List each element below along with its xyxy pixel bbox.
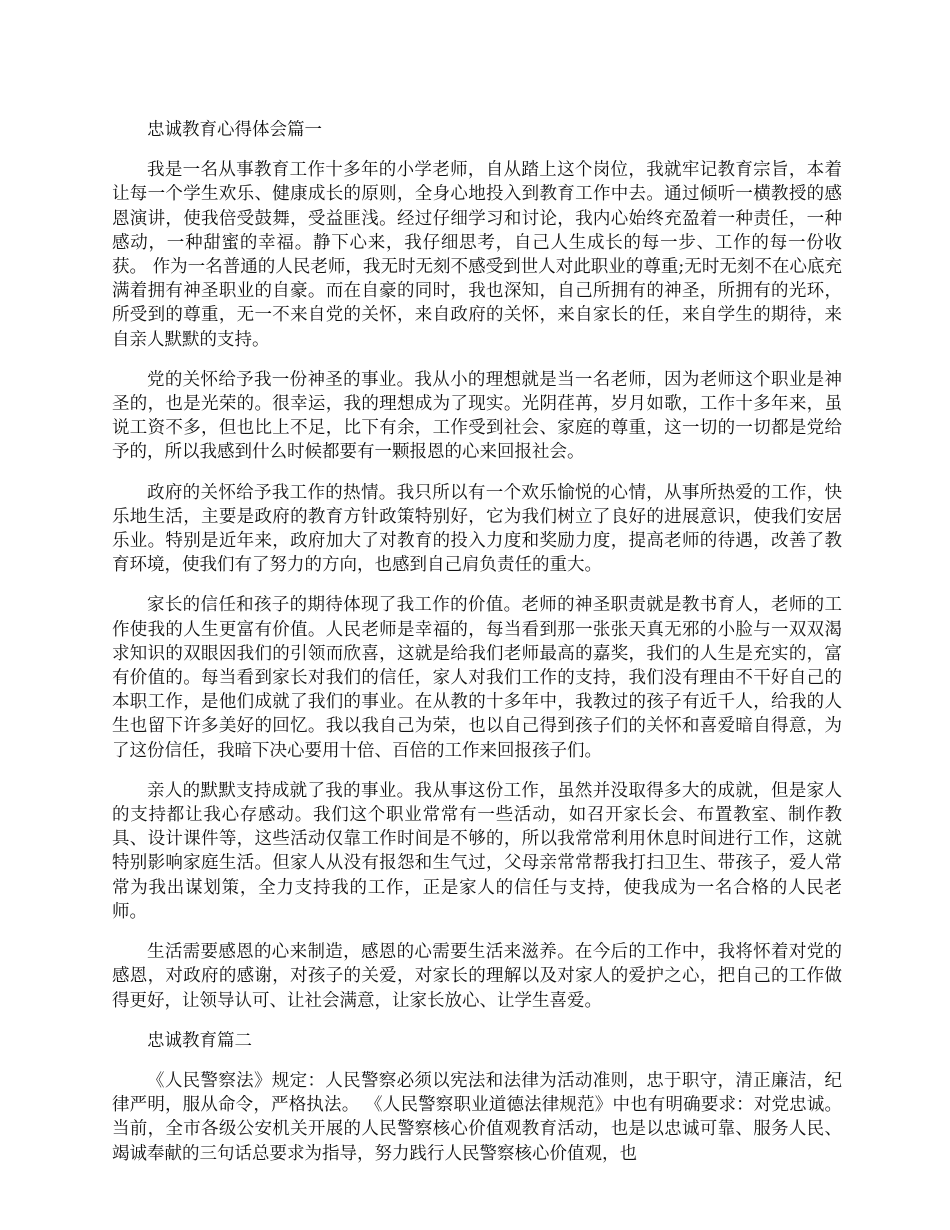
section-1-paragraph-6: 生活需要感恩的心来制造，感恩的心需要生活来滋养。在今后的工作中，我将怀着对党的感恩，对政府的感谢，对孩子的关爱，对家长的理解以及对家人的爱护之心，把自己的工作做得更好，让领导认可、让社会满意，让家长放心、让学生喜爱。 (112, 942, 842, 1011)
section-1-paragraph-3: 政府的关怀给予我工作的热情。我只所以有一个欢乐愉悦的心情，从事所热爱的工作，快乐地生活，主要是政府的教育方针政策特别好，它为我们树立了良好的进展意识，使我们安居乐业。特别是近年来，政府加大了对教育的投入力度和奖励力度，提高老师的待遇，改善了教育环境，使我们有了努力的方向，也感到自己肩负责任的重大。 (112, 482, 842, 576)
section-2-heading: 忠诚教育篇二 (147, 1030, 252, 1051)
section-2-paragraph-1: 《人民警察法》规定：人民警察必须以宪法和法律为活动准则，忠于职守，清正廉洁，纪律严明，服从命令，严格执法。 《人民警察职业道德法律规范》中也有明确要求：对党忠诚。当前，全市各级公安机关开展的人民警察核心价值观教育活动，也是以忠诚可靠、服务人民、竭诚奉献的三句话总要求为指导，努力践行人民警察核心价值观，也 (112, 1070, 842, 1164)
section-1-paragraph-1: 我是一名从事教育工作十多年的小学老师，自从踏上这个岗位，我就牢记教育宗旨，本着让每一个学生欢乐、健康成长的原则，全身心地投入到教育工作中去。通过倾听一横教授的感恩演讲，使我倍受鼓舞，受益匪浅。经过仔细学习和讨论，我内心始终充盈着一种责任，一种感动，一种甜蜜的幸福。静下心来，我仔细思考，自己人生成长的每一步、工作的每一份收获。 作为一名普通的人民老师，我无时无刻不感受到世人对此职业的尊重;无时无刻不在心底充满着拥有神圣职业的自豪。而在自豪的同时，我也深知，自己所拥有的神圣，所拥有的光环，所受到的尊重，无一不来自党的关怀，来自政府的关怀，来自家长的任，来自学生的期待，来自亲人默默的支持。 (112, 160, 842, 350)
section-1-paragraph-4: 家长的信任和孩子的期待体现了我工作的价值。老师的神圣职责就是教书育人，老师的工作使我的人生更富有价值。人民老师是幸福的，每当看到那一张张天真无邪的小脸与一双双渴求知识的双眼因我们的引领而欣喜，这就是给我们老师最高的嘉奖，我们的人生是充实的，富有价值的。每当看到家长对我们的信任，家人对我们工作的支持，我们没有理由不干好自己的本职工作，是他们成就了我们的事业。在从教的十多年中，我教过的孩子有近千人，给我的人生也留下许多美好的回忆。我以我自己为荣，也以自己得到孩子们的关怀和喜爱暗自得意，为了这份信任，我暗下决心要用十倍、百倍的工作来回报孩子们。 (112, 595, 842, 761)
document-body (112, 118, 842, 1182)
section-1-heading: 忠诚教育心得体会篇一 (147, 120, 322, 140)
section-1-paragraph-2: 党的关怀给予我一份神圣的事业。我从小的理想就是当一名老师，因为老师这个职业是神圣的，也是光荣的。很幸运，我的理想成为了现实。光阴荏苒，岁月如歌，工作十多年来，虽说工资不多，但也比上不足，比下有余，工作受到社会、家庭的尊重，这一切的一切都是党给予的，所以我感到什么时候都要有一颗报恩的心来回报社会。 (112, 369, 842, 463)
section-1-paragraph-5: 亲人的默默支持成就了我的事业。我从事这份工作，虽然并没取得多大的成就，但是家人的支持都让我心存感动。我们这个职业常常有一些活动，如召开家长会、布置教室、制作教具、设计课件等，这些活动仅靠工作时间是不够的，所以我常常利用休息时间进行工作，这就特别影响家庭生活。但家人从没有报怨和生气过，父母亲常常帮我打扫卫生、带孩子，爱人常常为我出谋划策，全力支持我的工作，正是家人的信任与支持，使我成为一名合格的人民老师。 (112, 780, 842, 922)
